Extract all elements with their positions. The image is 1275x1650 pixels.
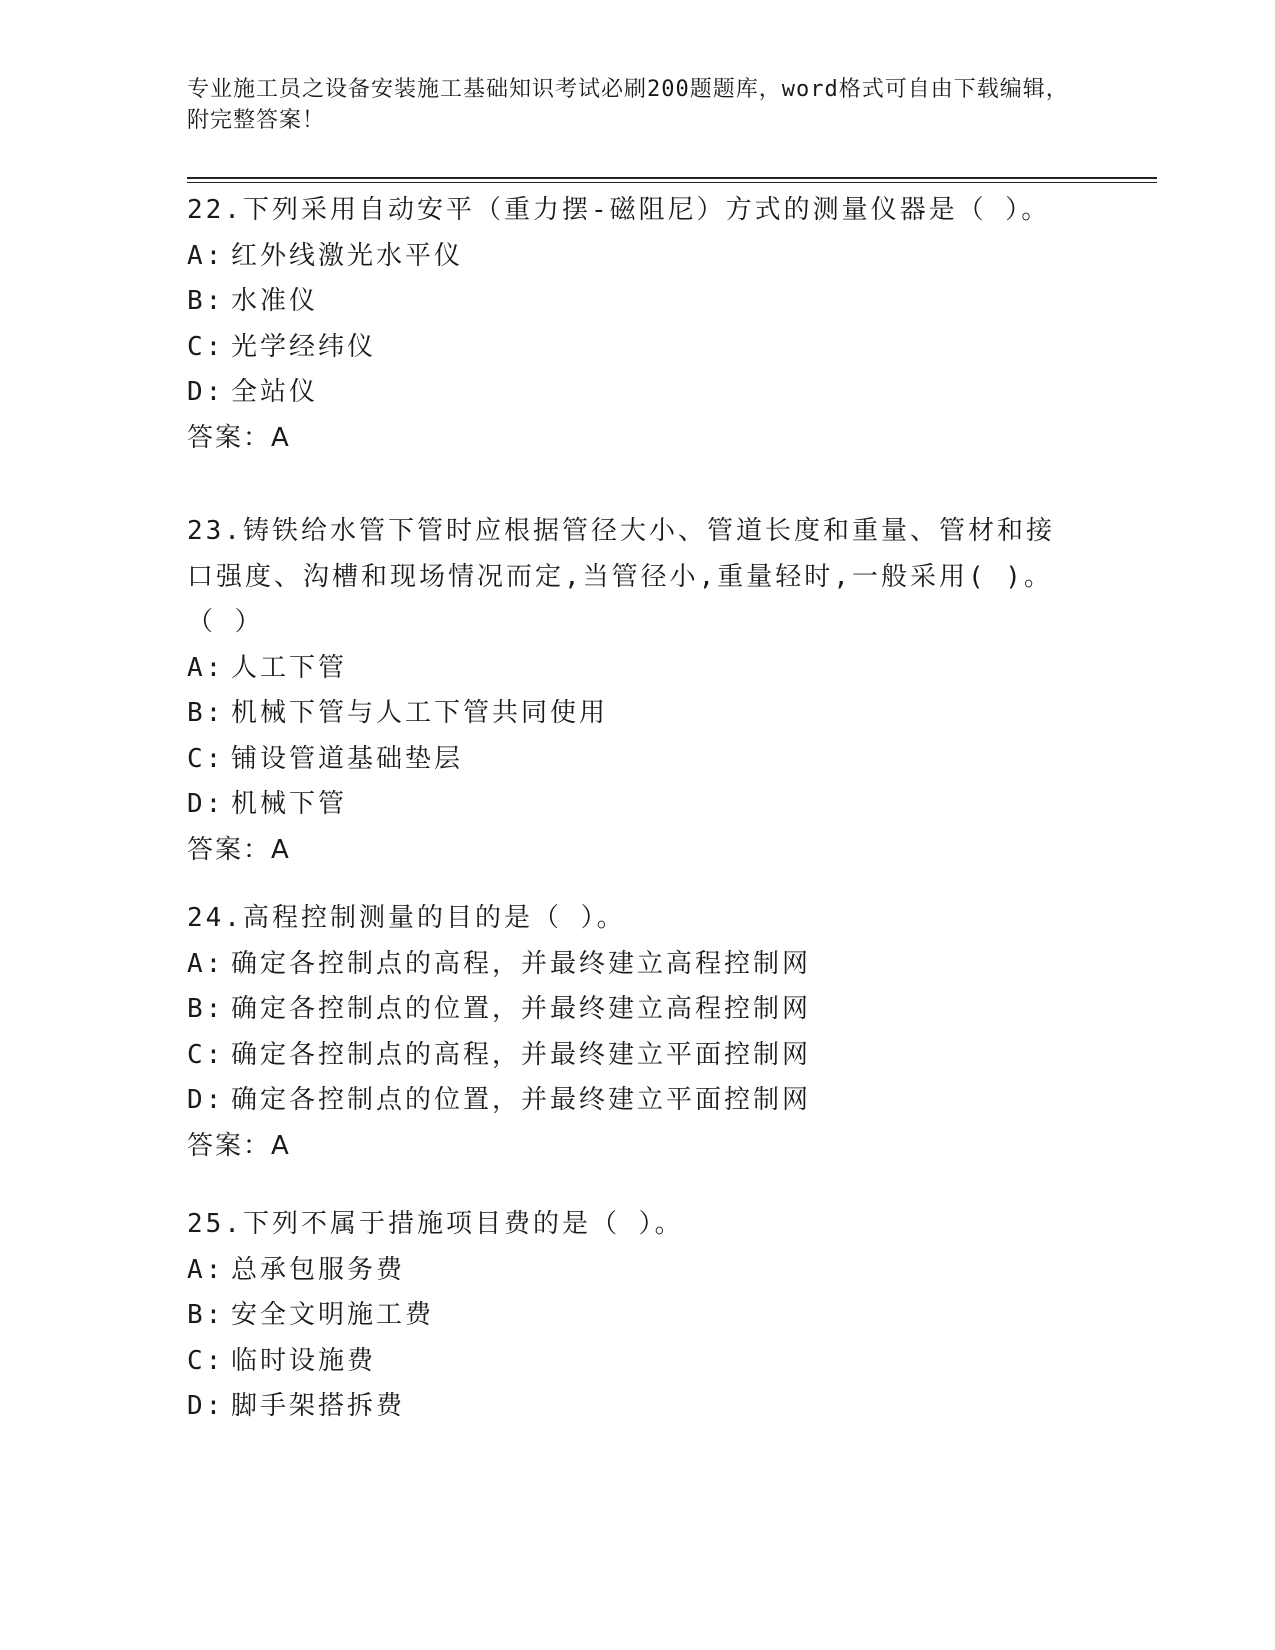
answer-line: 答案：A xyxy=(187,1130,291,1161)
option-d: D: 机械下管 xyxy=(187,789,348,819)
option-d: D: 脚手架搭拆费 xyxy=(187,1391,406,1421)
question-stem: 23.铸铁给水管下管时应根据管径大小、管道长度和重量、管材和接口强度、沟槽和现场情况而定,当管径小,重量轻时,一般采用( )。（ ） xyxy=(187,516,1055,637)
option-b: B: 确定各控制点的位置，并最终建立高程控制网 xyxy=(187,994,812,1024)
option-b: B: 机械下管与人工下管共同使用 xyxy=(187,698,609,728)
option-a: A: 总承包服务费 xyxy=(187,1254,406,1285)
page-header: 专业施工员之设备安装施工基础知识考试必刷200题题库，word格式可自由下载编辑，附完整答案！ xyxy=(187,77,1069,133)
option-c: C: 临时设施费 xyxy=(187,1345,377,1376)
answer-line: 答案：A xyxy=(187,834,291,865)
question-24 xyxy=(187,896,1087,1169)
question-stem: 24.高程控制测量的目的是（ ）。 xyxy=(187,903,626,933)
option-b: B: 水准仪 xyxy=(187,286,319,316)
option-d: D: 全站仪 xyxy=(187,377,319,407)
question-22 xyxy=(187,188,1087,461)
question-25 xyxy=(187,1202,1087,1430)
option-b: B: 安全文明施工费 xyxy=(187,1300,435,1330)
option-c: C: 光学经纬仪 xyxy=(187,331,377,362)
option-d: D: 确定各控制点的位置，并最终建立平面控制网 xyxy=(187,1085,812,1115)
option-a: A: 人工下管 xyxy=(187,652,348,683)
option-a: A: 确定各控制点的高程，并最终建立高程控制网 xyxy=(187,948,812,979)
header-divider xyxy=(187,177,1157,183)
option-a: A: 红外线激光水平仪 xyxy=(187,240,464,271)
question-stem: 25.下列不属于措施项目费的是（ ）。 xyxy=(187,1209,684,1239)
option-c: C: 确定各控制点的高程，并最终建立平面控制网 xyxy=(187,1039,812,1070)
answer-line: 答案：A xyxy=(187,422,291,453)
option-c: C: 铺设管道基础垫层 xyxy=(187,743,464,774)
question-stem: 22.下列采用自动安平（重力摆-磁阻尼）方式的测量仪器是（ ）。 xyxy=(187,195,1051,225)
question-23 xyxy=(187,509,1087,873)
